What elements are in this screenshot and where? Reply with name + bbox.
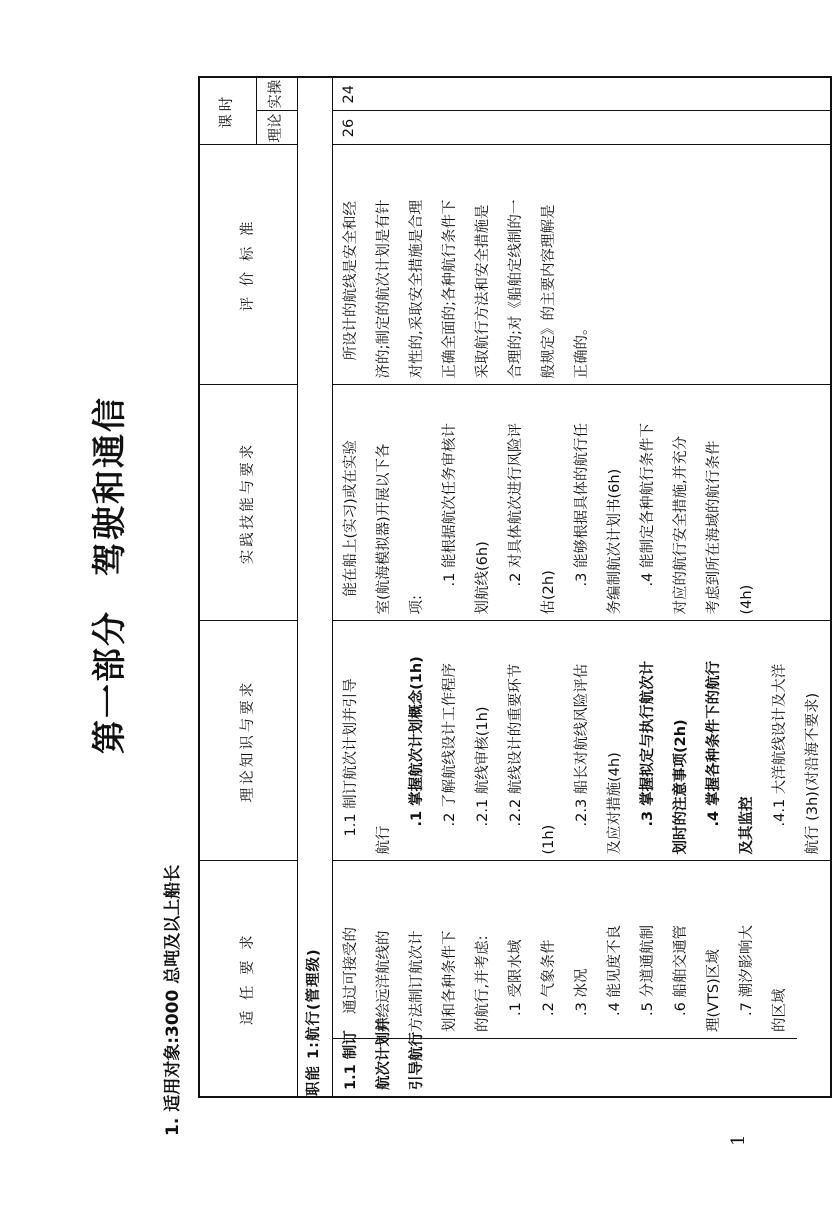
task-number — [333, 1017, 797, 1096]
practice-line: 室(航海模拟器)开展以下各 — [375, 443, 392, 615]
practice-line: 务编制航次计划书(6h) — [606, 468, 623, 615]
evaluation-line: 正确的。 — [573, 320, 590, 379]
page-number: 1 — [728, 1134, 749, 1146]
practice-cell — [332, 385, 831, 621]
practice-line: 估(2h) — [540, 570, 557, 615]
syllabus-table — [198, 76, 832, 1098]
task-number-line: 1.1 制订 — [342, 1030, 359, 1090]
hours-theory-value: 26 — [332, 111, 831, 145]
evaluation-line: 采取航行方法和安全措施是 — [474, 204, 491, 379]
header-evaluation: 评 价 标 准 — [199, 145, 297, 385]
evaluation-line: 济的;制定的航次计划是有针 — [375, 199, 392, 379]
theory-line: .2.1 航线审核(1h) — [474, 706, 491, 827]
function-row: 职能 1:航行(管理级) — [297, 77, 332, 1097]
task-line: 划和各种条件下 — [441, 930, 458, 1032]
theory-line: .3 掌握拟定与执行航次计 — [639, 660, 656, 827]
evaluation-line: 所设计的航线是安全和经 — [342, 201, 359, 361]
hours-practice-value: 24 — [332, 77, 831, 111]
practice-line: 项: — [408, 595, 425, 615]
header-hours-theory: 理论 — [256, 111, 297, 145]
practice-line: 考虑到所在海域的航行条件 — [705, 440, 722, 615]
theory-cell — [332, 621, 831, 861]
header-hours: 课时 — [199, 77, 256, 145]
practice-line: .4 能制定各种航行条件下 — [639, 423, 656, 587]
task-cell — [332, 861, 831, 1097]
theory-line: .4 掌握各种条件下的航行 — [705, 660, 722, 827]
practice-line: 划航线(6h) — [474, 541, 491, 615]
task-line: 标绘远洋航线的 — [375, 930, 392, 1032]
task-line: .1 受限水域 — [507, 939, 524, 1016]
task-number-line: 航次计划并 — [375, 1017, 392, 1090]
theory-line: 及应对措施(4h) — [606, 752, 623, 855]
task-number-line: 引导航行 — [408, 1032, 425, 1090]
task-line: .2 气象条件 — [540, 939, 557, 1016]
task-line: 理(VTS)区域 — [705, 949, 722, 1032]
header-hours-practice: 实操 — [256, 77, 297, 111]
task-line: 方法制订航次计 — [408, 930, 425, 1032]
theory-line: 及其监控 — [738, 796, 755, 855]
theory-line: .2.2 航线设计的重要环节 — [507, 663, 524, 827]
evaluation-line: 对性的,采取安全措施是合理 — [408, 199, 425, 379]
evaluation-line: 正确全面的;各种航行条件下 — [441, 199, 458, 379]
task-requirements — [333, 862, 797, 1039]
task-line: .7 潮汐影响大 — [738, 925, 755, 1016]
task-line: .6 船舶交通管 — [672, 925, 689, 1016]
task-line: 通过可接受的 — [342, 927, 359, 1014]
theory-line: .4.1 大洋航线设计及大洋 — [771, 663, 788, 827]
theory-line: .2 了解航线设计工作程序 — [441, 663, 458, 827]
part-title — [82, 345, 131, 805]
practice-line: 能在船上(实习)或在实验 — [342, 440, 359, 597]
header-task: 适 任 要 求 — [199, 861, 297, 1097]
task-line: .5 分道通航制 — [639, 925, 656, 1016]
theory-line: 划时的注意事项(2h) — [672, 719, 689, 855]
practice-line: .1 能根据航次任务审核计 — [441, 423, 458, 587]
part-name: 驾驶和通信 — [90, 396, 130, 576]
theory-line: 航行 (3h)(对沿海不要求) — [804, 692, 821, 855]
theory-line: .1 掌握航次计划概念(1h) — [408, 656, 425, 827]
practice-line: (4h) — [738, 584, 755, 615]
part-label: 第一部分 — [90, 610, 130, 754]
practice-line: .3 能够根据具体的航行任 — [573, 423, 590, 587]
header-theory: 理论知识与要求 — [199, 621, 297, 861]
theory-line: .2.3 船长对航线风险评估 — [573, 663, 590, 827]
task-line: 的航行,并考虑: — [474, 935, 491, 1032]
task-line: .3 冰况 — [573, 968, 590, 1016]
practice-line: .2 对具体航次进行风险评 — [507, 423, 524, 587]
task-line: .4 能见度不良 — [606, 925, 623, 1016]
theory-line: 1.1 制订航次计划并引导 — [342, 678, 359, 837]
task-line: 的区域 — [771, 988, 788, 1032]
theory-line: 航行 — [375, 825, 392, 855]
evaluation-line: 合理的;对《船舶定线制的一 — [507, 199, 524, 379]
evaluation-cell — [332, 145, 831, 385]
header-practice: 实践技能与要求 — [199, 385, 297, 621]
theory-line: (1h) — [540, 824, 557, 855]
evaluation-line: 般规定》的主要内容理解是 — [540, 204, 557, 379]
section-heading: 1. 适用对象:3000 总吨及以上船长 — [163, 864, 183, 1136]
practice-line: 对应的航行安全措施,并充分 — [672, 435, 689, 615]
